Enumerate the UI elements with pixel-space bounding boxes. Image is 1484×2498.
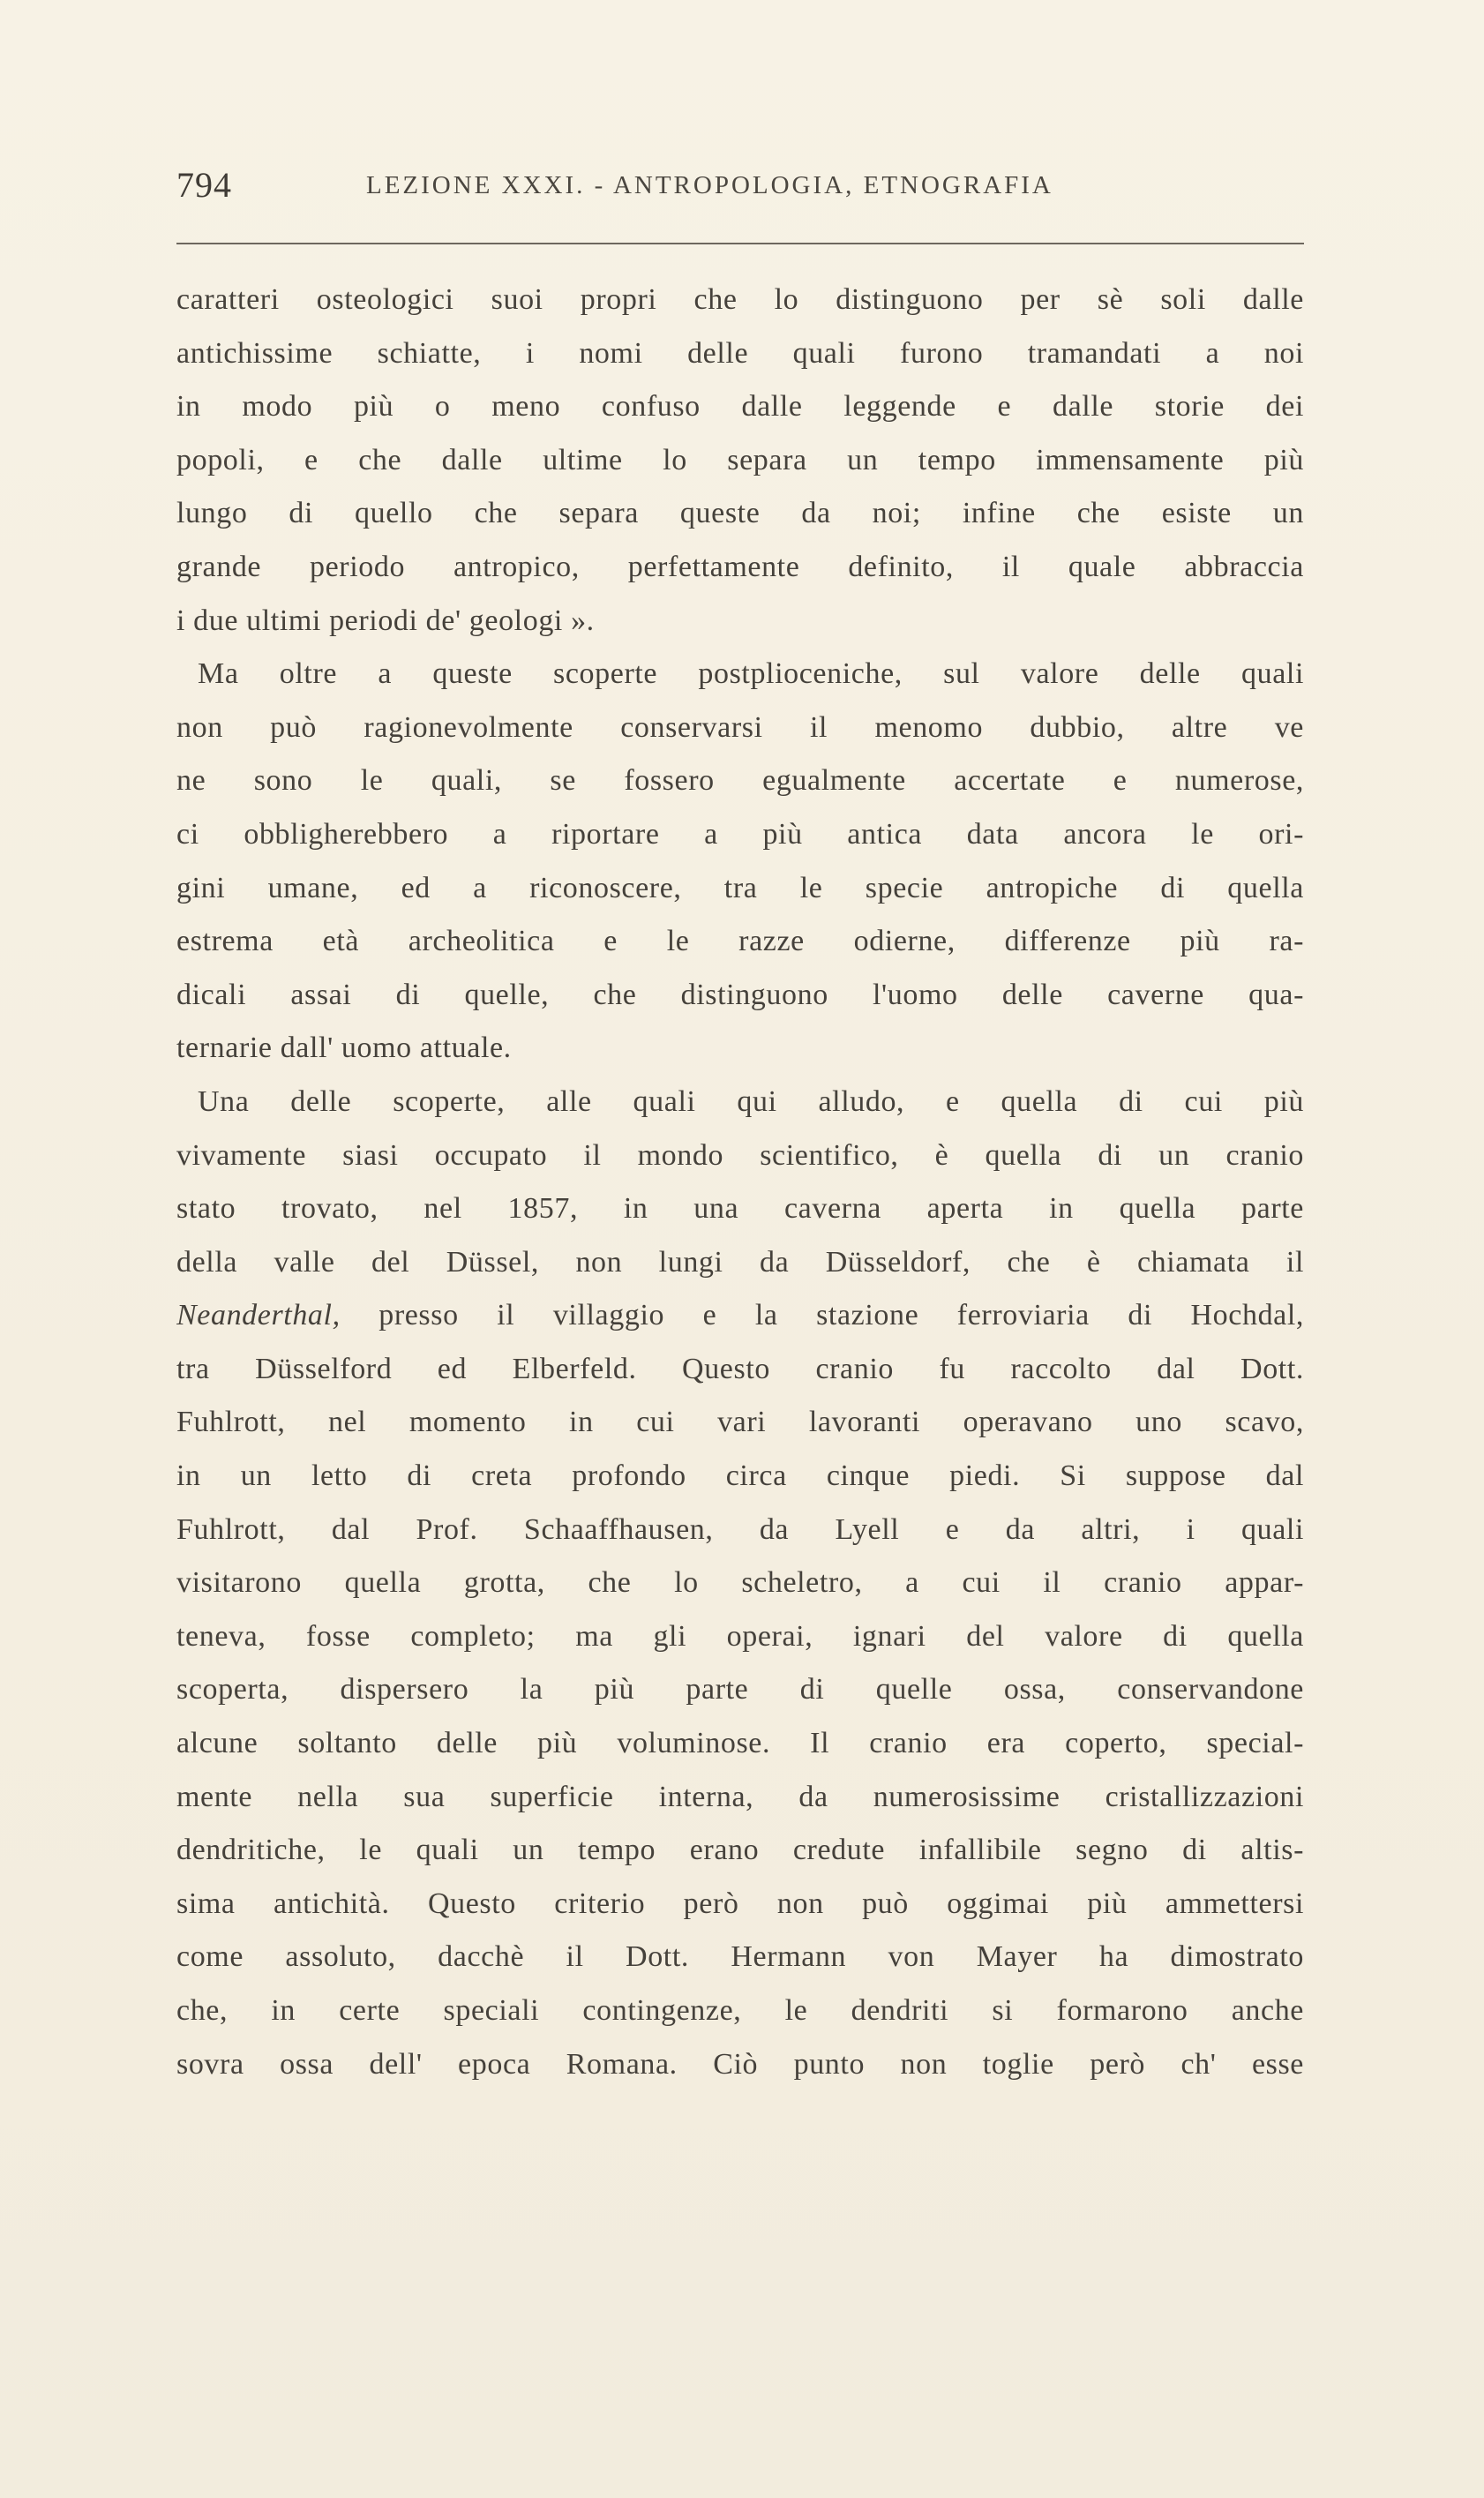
text-line: tra Düsselford ed Elberfeld. Questo cranio fu raccolto dal Dott. xyxy=(176,1352,1304,1385)
text-line: estrema età archeolitica e le razze odierne, differenze più ra- xyxy=(176,925,1304,958)
body-text xyxy=(176,274,1304,2091)
text-line: ne sono le quali, se fossero egualmente accertate e numerose, xyxy=(176,764,1304,798)
text-line: che, in certe speciali contingenze, le dendriti si formarono anche xyxy=(176,1994,1304,2027)
header-rule xyxy=(176,243,1304,244)
text-line: stato trovato, nel 1857, in una caverna aperta in quella parte xyxy=(176,1192,1304,1226)
text-line: in un letto di creta profondo circa cinque piedi. Si suppose dal xyxy=(176,1459,1304,1493)
text-line: alcune soltanto delle più voluminose. Il cranio era coperto, special- xyxy=(176,1727,1304,1760)
text-line: come assoluto, dacchè il Dott. Hermann von Mayer ha dimostrato xyxy=(176,1940,1304,1974)
italic-place-name: Neanderthal, xyxy=(176,1299,341,1332)
text-line: i due ultimi periodi de' geologi ». xyxy=(176,604,595,637)
text-line: Ma oltre a queste scoperte postplioceniche, sul valore delle quali xyxy=(198,657,1304,691)
text-line: sima antichità. Questo criterio però non può oggimai più ammettersi xyxy=(176,1887,1304,1920)
text-line: mente nella sua superficie interna, da numerosissime cristallizzazioni xyxy=(176,1780,1304,1813)
text-line xyxy=(176,1289,1304,1343)
text-line: della valle del Düssel, non lungi da Düsseldorf, che è chiamata il xyxy=(176,1245,1304,1279)
text-line-rest: presso il villaggio e la stazione ferroviaria di Hochdal, xyxy=(378,1299,1304,1332)
text-line: grande periodo antropico, perfettamente definito, il quale abbraccia xyxy=(176,550,1304,583)
text-line: popoli, e che dalle ultime lo separa un tempo immensamente più xyxy=(176,443,1304,476)
text-line: Fuhlrott, dal Prof. Schaaffhausen, da Lyell e da altri, i quali xyxy=(176,1512,1304,1546)
text-line: non può ragionevolmente conservarsi il menomo dubbio, altre ve xyxy=(176,710,1304,744)
text-line: teneva, fosse completo; ma gli operai, ignari del valore di quella xyxy=(176,1619,1304,1653)
text-line: lungo di quello che separa queste da noi; infine che esiste un xyxy=(176,497,1304,530)
text-line: in modo più o meno confuso dalle leggende e dalle storie dei xyxy=(176,390,1304,424)
text-line: ci obbligherebbero a riportare a più antica data ancora le ori- xyxy=(176,817,1304,851)
text-line: caratteri osteologici suoi propri che lo distinguono per sè soli dalle xyxy=(176,283,1304,316)
text-line: scoperta, dispersero la più parte di quelle ossa, conservandone xyxy=(176,1673,1304,1707)
text-line: Una delle scoperte, alle quali qui alludo, e quella di cui più xyxy=(198,1084,1304,1118)
page-number: 794 xyxy=(176,165,232,205)
text-line: gini umane, ed a riconoscere, tra le specie antropiche di quella xyxy=(176,871,1304,904)
text-line: antichissime schiatte, i nomi delle quali furono tramandati a noi xyxy=(176,336,1304,370)
running-head: LEZIONE XXXI. - ANTROPOLOGIA, ETNOGRAFIA xyxy=(366,171,1053,199)
text-line: dicali assai di quelle, che distinguono l'uomo delle caverne qua- xyxy=(176,978,1304,1011)
text-line: vivamente siasi occupato il mondo scientifico, è quella di un cranio xyxy=(176,1138,1304,1172)
text-line: Fuhlrott, nel momento in cui vari lavoranti operavano uno scavo, xyxy=(176,1406,1304,1439)
text-line: visitarono quella grotta, che lo scheletro, a cui il cranio appar- xyxy=(176,1566,1304,1600)
text-line: sovra ossa dell' epoca Romana. Ciò punto non toglie però ch' esse xyxy=(176,2047,1304,2081)
text-line: dendritiche, le quali un tempo erano credute infallibile segno di altis- xyxy=(176,1834,1304,1867)
text-line: ternarie dall' uomo attuale. xyxy=(176,1031,512,1065)
page-header xyxy=(176,164,1306,217)
